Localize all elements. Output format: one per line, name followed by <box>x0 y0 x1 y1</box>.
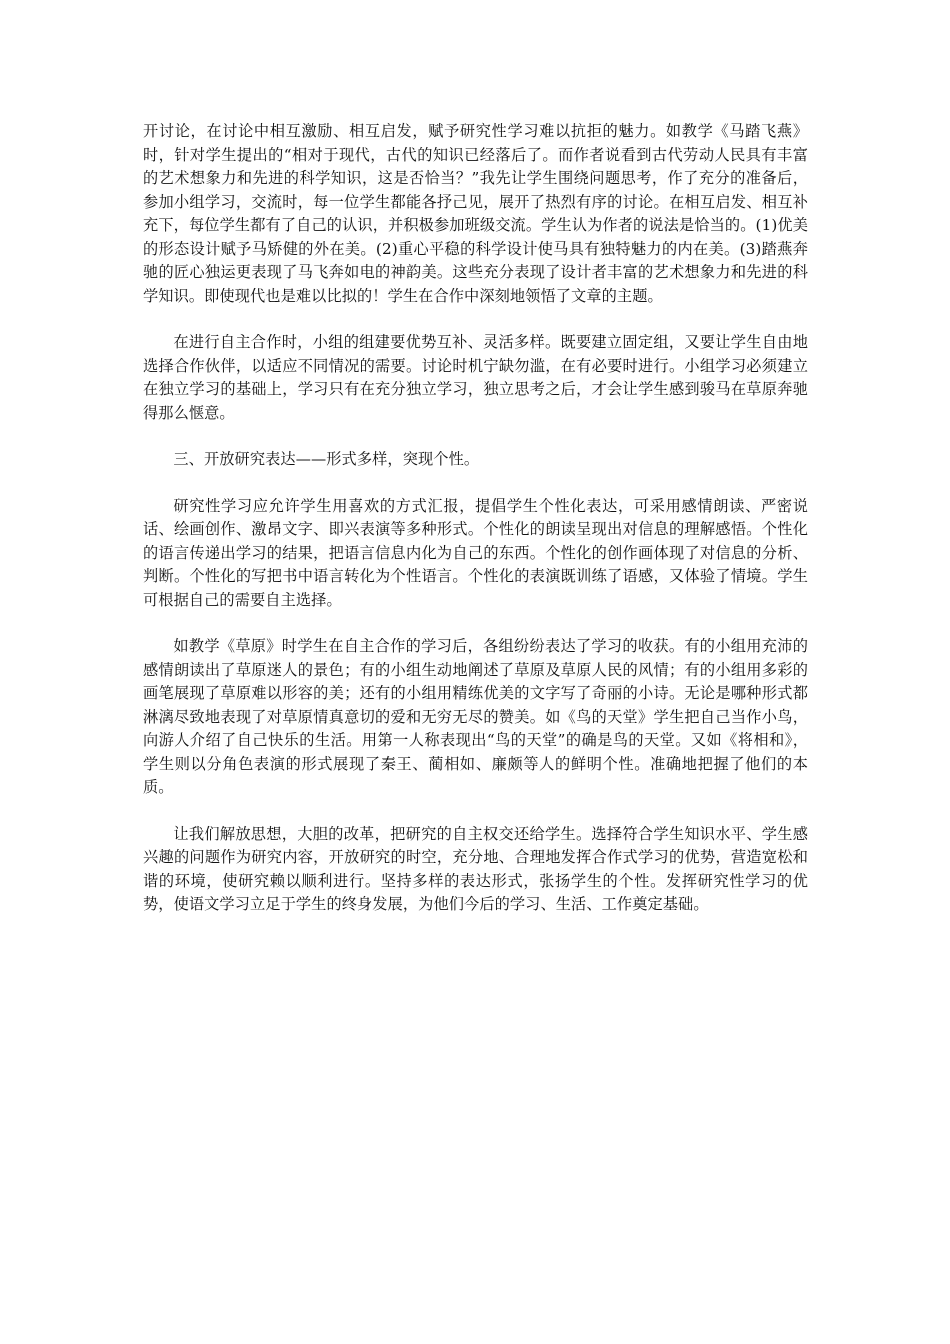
paragraph-group-formation: 在进行自主合作时，小组的组建要优势互补、灵活多样。既要建立固定组，又要让学生自由地选择合作伙伴，以适应不同情况的需要。讨论时机宁缺勿滥，在有必要时进行。小组学习必须建立在独立学习的基础上，学习只有在充分独立学习，独立思考之后，才会让学生感到骏马在草原奔驰得那么惬意。 <box>143 333 808 422</box>
paragraph-personalized-expression: 研究性学习应允许学生用喜欢的方式汇报，提倡学生个性化表达，可采用感情朗读、严密说话、绘画创作、激昂文字、即兴表演等多种形式。个性化的朗读呈现出对信息的理解感悟。个性化的语言传递出学习的结果，把语言信息内化为自己的东西。个性化的创作画体现了对信息的分析、判断。个性化的写把书中语言转化为个性语言。个性化的表演既训练了语感，又体验了情境。学生可根据自己的需要自主选择。 <box>143 496 808 609</box>
paragraph-gap <box>143 472 808 495</box>
paragraph-gap <box>143 612 808 635</box>
section-heading-open-expression: 三、开放研究表达——形式多样，突现个性。 <box>173 450 480 468</box>
paragraph-discussion-example: 开讨论，在讨论中相互激励、相互启发，赋予研究性学习难以抗拒的魅力。如教学《马踏飞燕》时，针对学生提出的“相对于现代，古代的知识已经落后了。而作者说看到古代劳动人民具有丰富的艺术想象力和先进的科学知识，这是否恰当？”我先让学生围绕问题思考，作了充分的准备后，参加小组学习，交流时，每一位学生都能各抒己见，展开了热烈有序的讨论。在相互启发、相互补充下，每位学生都有了自己的认识，并积极参加班级交流。学生认为作者的说法是恰当的。(1)优美的形态设计赋予马矫健的外在美。(2)重心平稳的科学设计使马具有独特魅力的内在美。(3)踏燕奔驰的匠心独运更表现了马飞奔如电的神韵美。这些充分表现了设计者丰富的艺术想象力和先进的科学知识。即使现代也是难以比拟的！学生在合作中深刻地领悟了文章的主题。 <box>143 122 808 305</box>
paragraph-gap <box>143 425 808 448</box>
paragraph-gap <box>143 308 808 331</box>
document-body <box>143 120 808 917</box>
paragraph-conclusion: 让我们解放思想，大胆的改革，把研究的自主权交还给学生。选择符合学生知识水平、学生感兴趣的问题作为研究内容，开放研究的时空，充分地、合理地发挥合作式学习的优势，营造宽松和谐的环境，使研究赖以顺利进行。坚持多样的表达形式，张扬学生的个性。发挥研究性学习的优势，使语文学习立足于学生的终身发展，为他们今后的学习、生活、工作奠定基础。 <box>143 824 808 913</box>
paragraph-gap <box>143 800 808 823</box>
paragraph-grassland-example: 如教学《草原》时学生在自主合作的学习后，各组纷纷表达了学习的收获。有的小组用充沛的感情朗读出了草原迷人的景色；有的小组生动地阐述了草原及草原人民的风情；有的小组用多彩的画笔展现了草原难以形容的美；还有的小组用精练优美的文字写了奇丽的小诗。无论是哪种形式都淋漓尽致地表现了对草原情真意切的爱和无穷无尽的赞美。如《鸟的天堂》学生把自己当作小鸟，向游人介绍了自己快乐的生活。用第一人称表现出“鸟的天堂”的确是鸟的天堂。又如《将相和》，学生则以分角色表演的形式展现了秦王、蔺相如、廉颇等人的鲜明个性。准确地把握了他们的本质。 <box>143 637 808 796</box>
